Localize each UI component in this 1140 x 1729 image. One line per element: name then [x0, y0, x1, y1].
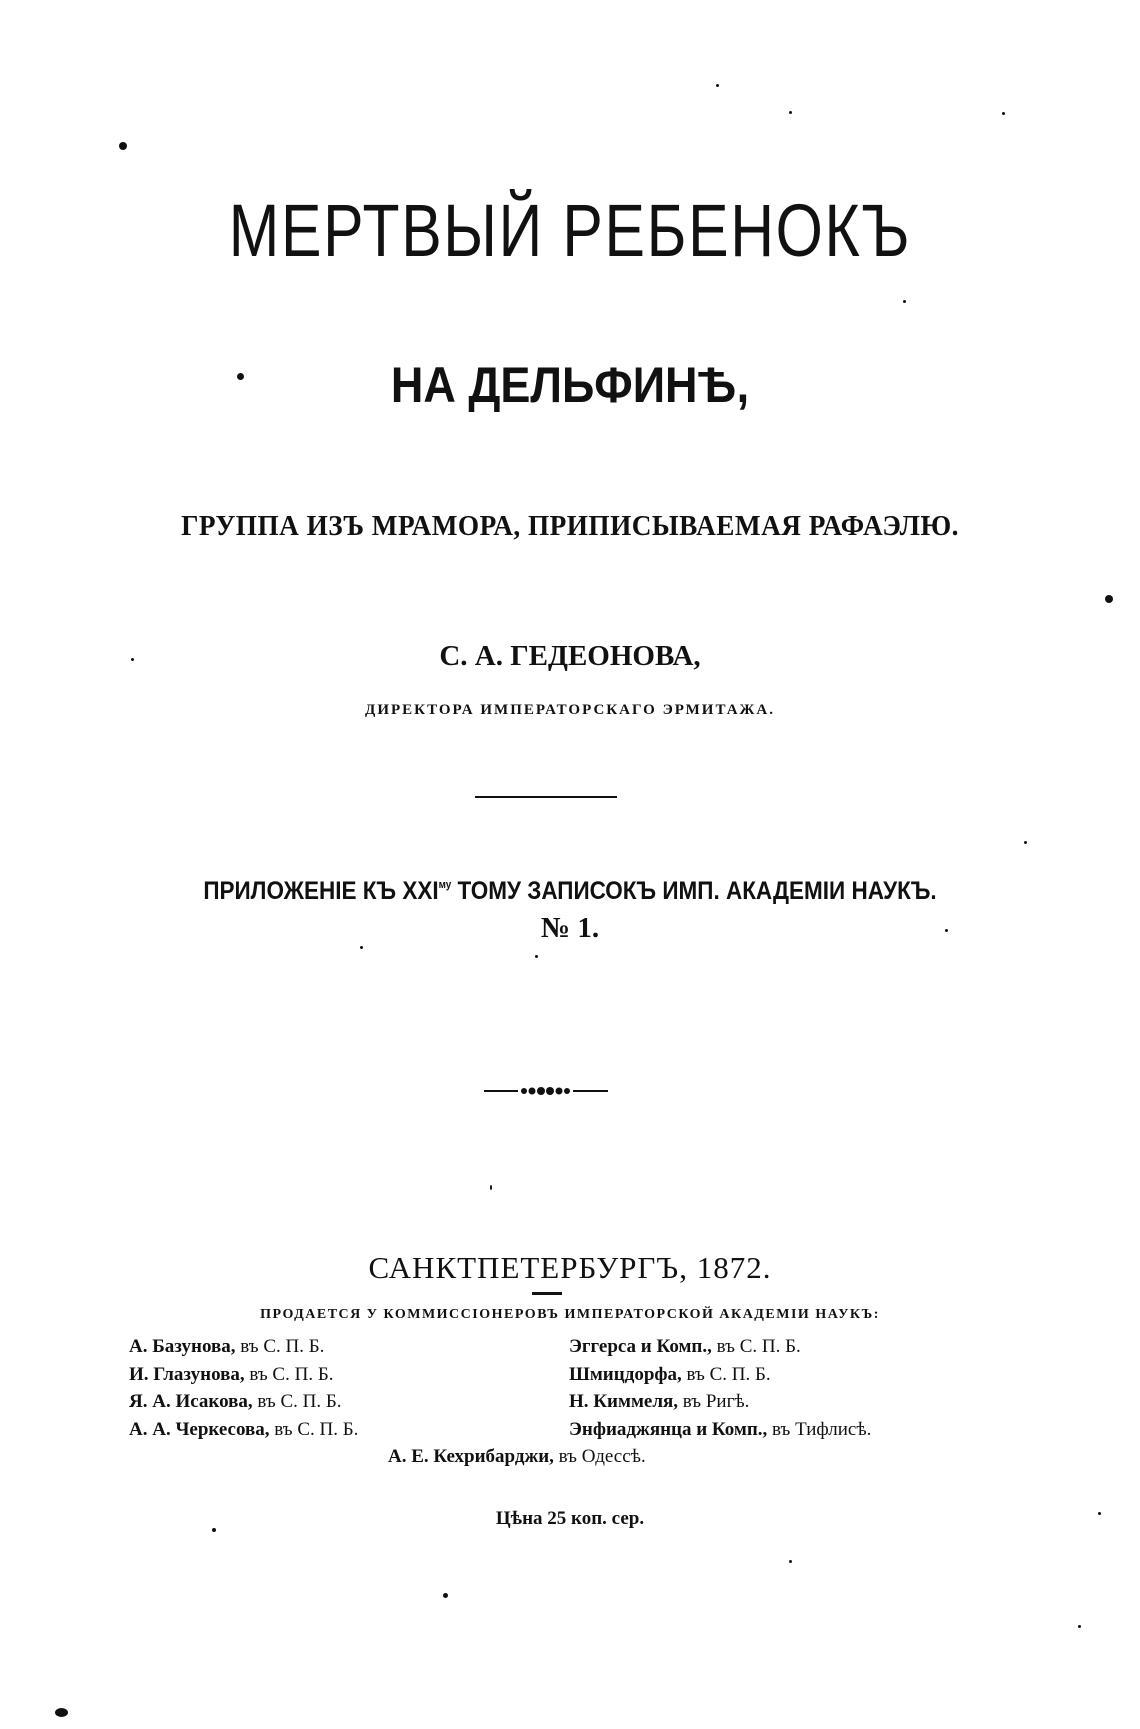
- main-title: МЕРТВЫЙ РЕБЕНОКЪ: [228, 189, 912, 272]
- seller-name: И. Глазунова,: [129, 1364, 245, 1385]
- scan-speck: [903, 300, 906, 303]
- appendix-lead: ПРИЛОЖЕНІЕ КЪ XXI: [203, 877, 439, 905]
- seller-left-4: [129, 1419, 358, 1441]
- sold-by-line: ПРОДАЕТСЯ У КОММИССІОНЕРОВЪ ИМПЕРАТОРСКОЙ АКАДЕМІИ НАУКЪ:: [260, 1307, 880, 1322]
- scan-speck: [237, 373, 244, 380]
- scan-speck: [1098, 1512, 1101, 1515]
- seller-right-1: [569, 1336, 801, 1358]
- seller-name: А. А. Черкесова,: [129, 1419, 270, 1440]
- city-year: САНКТПЕТЕРБУРГЪ, 1872.: [368, 1250, 772, 1285]
- appendix-line: [57, 877, 1083, 906]
- seller-center: [388, 1446, 646, 1468]
- seller-name: А. Е. Кехрибарджи,: [388, 1446, 554, 1467]
- scan-speck: [212, 1528, 216, 1532]
- scan-speck: [443, 1593, 448, 1598]
- seller-right-4: [569, 1419, 871, 1441]
- scan-speck: [1024, 841, 1027, 844]
- seller-place: въ С. П. Б.: [235, 1336, 325, 1357]
- scan-speck: [789, 1560, 792, 1563]
- seller-right-2: [569, 1364, 771, 1386]
- sub-title: НА ДЕЛЬФИНѢ,: [390, 357, 750, 413]
- scan-speck: [535, 955, 538, 958]
- scan-speck: [1002, 112, 1005, 115]
- subject-line: ГРУППА ИЗЪ МРАМОРА, ПРИПИСЫВАЕМАЯ РАФАЭЛЮ.: [181, 510, 959, 542]
- scan-speck: [716, 84, 719, 87]
- seller-place: въ С. П. Б.: [244, 1364, 334, 1385]
- appendix-superscript: му: [438, 879, 452, 891]
- seller-name: Шмицдорфа,: [569, 1364, 682, 1385]
- seller-left-1: [129, 1336, 324, 1358]
- author-position: ДИРЕКТОРА ИМПЕРАТОРСКАГО ЭРМИТАЖА.: [365, 702, 775, 718]
- scan-speck: [789, 111, 792, 114]
- scan-speck: [490, 1185, 492, 1190]
- seller-left-2: [129, 1364, 334, 1386]
- scan-speck: [945, 929, 948, 932]
- seller-name: Н. Киммеля,: [569, 1391, 679, 1412]
- scan-speck: [119, 142, 127, 150]
- seller-place: въ Тифлисѣ.: [767, 1419, 872, 1440]
- issue-number: № 1.: [540, 912, 600, 944]
- seller-place: въ С. П. Б.: [269, 1419, 359, 1440]
- seller-place: въ С. П. Б.: [681, 1364, 771, 1385]
- seller-name: А. Базунова,: [129, 1336, 236, 1357]
- divider-rule: [475, 796, 617, 798]
- ornament-divider: [484, 1085, 608, 1097]
- author-name: С. А. ГЕДЕОНОВА,: [439, 640, 701, 672]
- short-rule: [532, 1292, 562, 1295]
- seller-name: Я. А. Исакова,: [129, 1391, 253, 1412]
- seller-place: въ С. П. Б.: [252, 1391, 342, 1412]
- scan-speck: [1105, 595, 1113, 603]
- scan-speck: [55, 1708, 68, 1717]
- scan-speck: [131, 658, 134, 661]
- price-text: Цѣна 25 коп. сер.: [495, 1508, 645, 1529]
- scan-speck: [360, 946, 363, 949]
- appendix-rest: ТОМУ ЗАПИСОКЪ ИМП. АКАДЕМІИ НАУКЪ.: [451, 877, 937, 905]
- price-line: [0, 1508, 1140, 1530]
- scan-speck: [1078, 1625, 1081, 1628]
- seller-right-3: [569, 1391, 749, 1413]
- seller-place: въ Ригѣ.: [678, 1391, 750, 1412]
- seller-left-3: [129, 1391, 342, 1413]
- seller-name: Эггерса и Комп.,: [569, 1336, 712, 1357]
- seller-place: въ Одессѣ.: [553, 1446, 646, 1467]
- seller-place: въ С. П. Б.: [711, 1336, 801, 1357]
- seller-name: Энфиаджянца и Комп.,: [569, 1419, 768, 1440]
